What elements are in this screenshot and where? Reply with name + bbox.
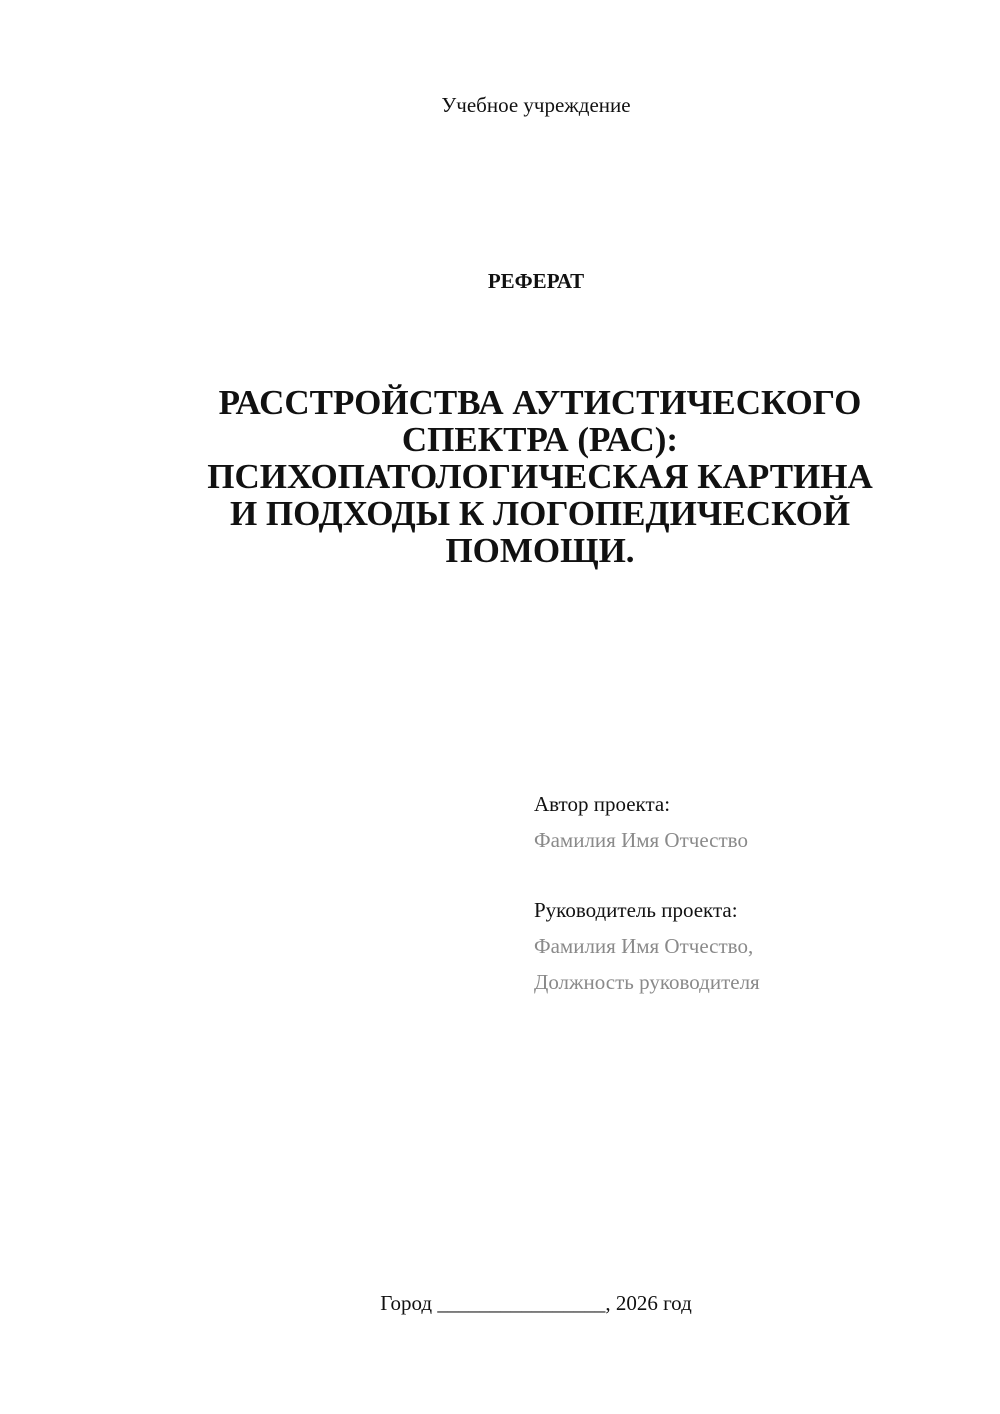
- supervisor-block: [534, 892, 760, 1000]
- institution-name: Учебное учреждение: [441, 93, 631, 117]
- author-name-placeholder: Фамилия Имя Отчество: [534, 828, 748, 852]
- supervisor-position-placeholder: Должность руководителя: [534, 970, 760, 994]
- supervisor-label: Руководитель проекта:: [534, 898, 738, 922]
- document-type: РЕФЕРАТ: [487, 269, 585, 293]
- author-block: [534, 786, 748, 858]
- title-line: СПЕКТРА (РАС):: [401, 420, 679, 459]
- author-label: Автор проекта:: [534, 792, 671, 816]
- document-title: [170, 384, 910, 569]
- title-line: ПОМОЩИ.: [445, 531, 635, 570]
- title-line: ПСИХОПАТОЛОГИЧЕСКАЯ КАРТИНА: [207, 457, 873, 496]
- supervisor-name-placeholder: Фамилия Имя Отчество,: [534, 934, 754, 958]
- title-line: И ПОДХОДЫ К ЛОГОПЕДИЧЕСКОЙ: [229, 494, 851, 533]
- title-line: РАССТРОЙСТВА АУТИСТИЧЕСКОГО: [218, 383, 862, 422]
- city-year-line: Город ________________, 2026 год: [380, 1291, 692, 1315]
